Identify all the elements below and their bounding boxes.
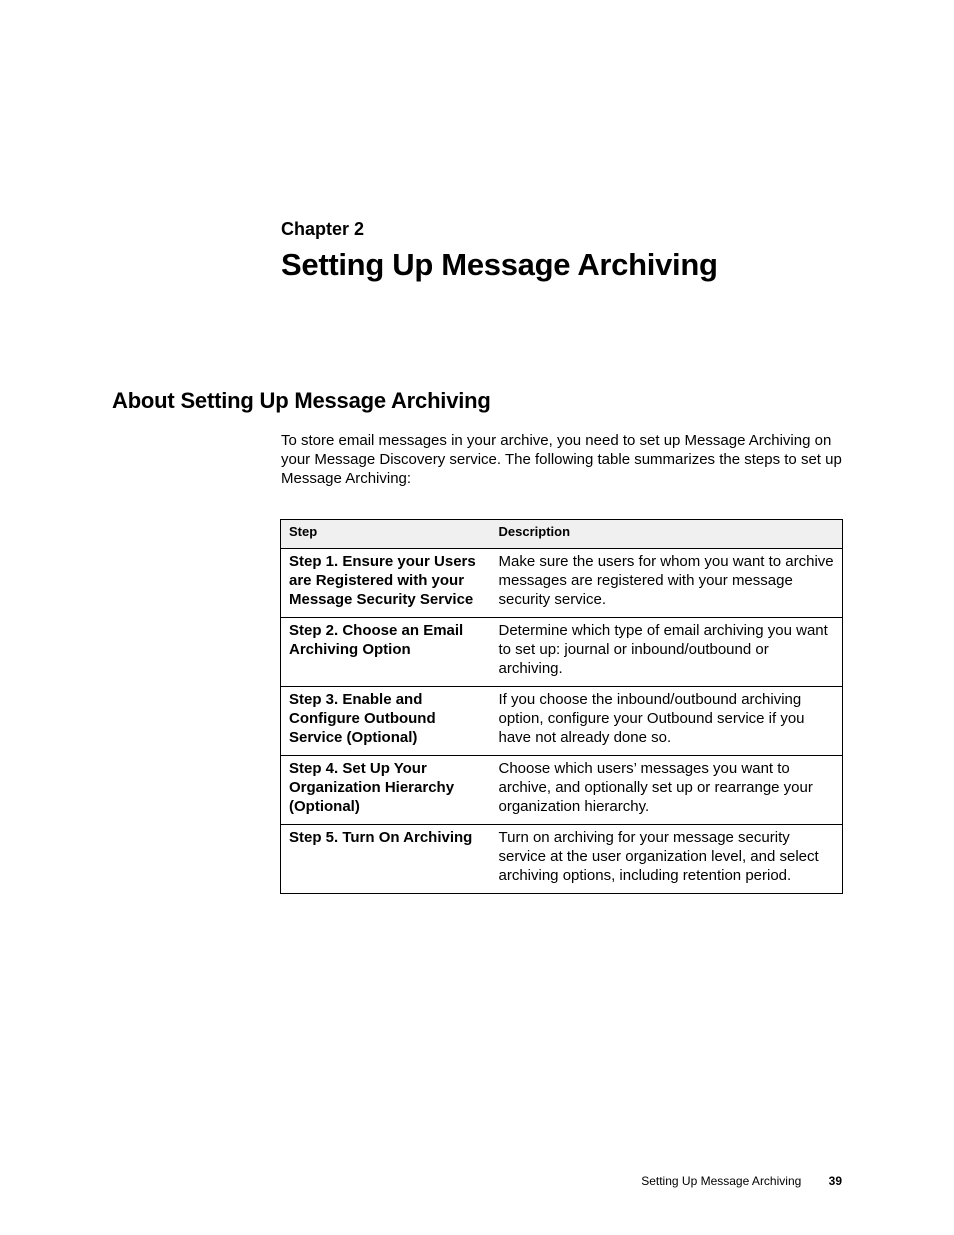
column-header-step: Step xyxy=(281,520,491,549)
intro-paragraph: To store email messages in your archive, you need to set up Message Archiving on your Message Discovery service. The following table summarizes the steps to set up Message Archiving: xyxy=(281,432,842,487)
description-cell: Turn on archiving for your message security service at the user organization level, and select archiving options, including retention period. xyxy=(491,825,843,894)
step-cell: Step 5. Turn On Archiving xyxy=(281,825,491,894)
table-row xyxy=(281,618,843,687)
step-cell: Step 1. Ensure your Users are Registered with your Message Security Service xyxy=(281,549,491,618)
page-number: 39 xyxy=(828,1174,842,1188)
table-row xyxy=(281,756,843,825)
column-header-description: Description xyxy=(491,520,843,549)
table-row xyxy=(281,825,843,894)
page-footer xyxy=(641,1174,842,1188)
steps-table xyxy=(280,519,843,894)
description-cell: Make sure the users for whom you want to archive messages are registered with your message security service. xyxy=(491,549,843,618)
description-cell: Choose which users’ messages you want to archive, and optionally set up or rearrange your organization hierarchy. xyxy=(491,756,843,825)
table-row xyxy=(281,687,843,756)
chapter-title: Setting Up Message Archiving xyxy=(281,247,718,282)
description-cell: Determine which type of email archiving you want to set up: journal or inbound/outbound or archiving. xyxy=(491,618,843,687)
step-cell: Step 3. Enable and Configure Outbound Service (Optional) xyxy=(281,687,491,756)
description-cell: If you choose the inbound/outbound archiving option, configure your Outbound service if you have not already done so. xyxy=(491,687,843,756)
chapter-label: Chapter 2 xyxy=(281,219,365,239)
section-heading: About Setting Up Message Archiving xyxy=(112,388,491,413)
table-row xyxy=(281,549,843,618)
table-header-row xyxy=(281,520,843,549)
footer-title: Setting Up Message Archiving xyxy=(641,1174,802,1188)
step-cell: Step 4. Set Up Your Organization Hierarchy (Optional) xyxy=(281,756,491,825)
step-cell: Step 2. Choose an Email Archiving Option xyxy=(281,618,491,687)
